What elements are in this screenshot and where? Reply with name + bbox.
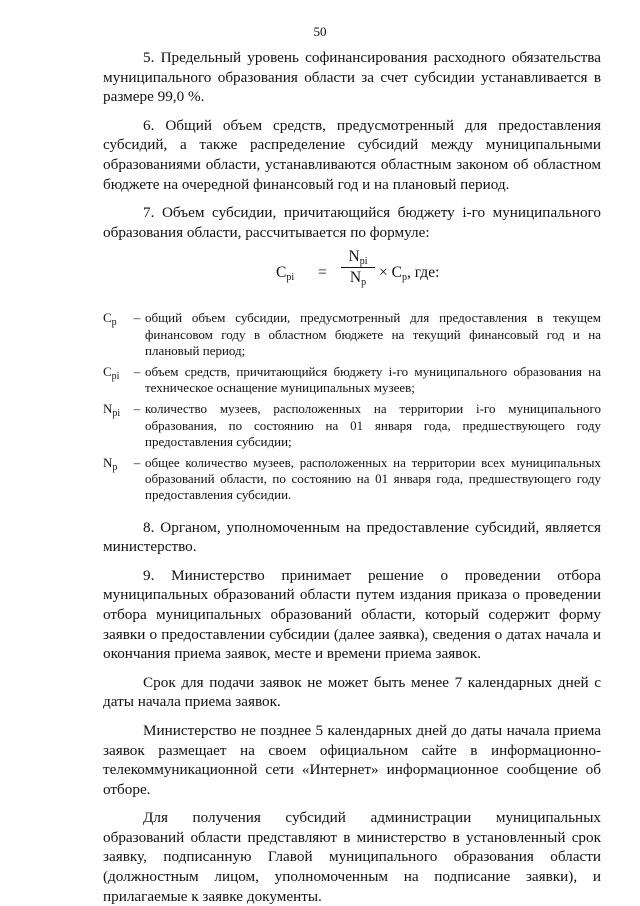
definition-symbol: $N_{pi}$ bbox=[103, 401, 121, 420]
paragraph-application: Для получения субсидий администрации муниципальных образований области представляют в министерство в установленный срок заявку, подписанную Главой муниципального образования области (должностным лицом, уполномоченным на подписание заявки), и прилагаемые к заявке документы. bbox=[103, 809, 601, 905]
definition-item: $C_{pi}$ – объем средств, причитающийся бюджету i-го муниципального образования на техническое оснащение муниципальных музеев; bbox=[103, 363, 601, 396]
paragraph-6: 6. Общий объем средств, предусмотренный для предоставления субсидий, а также распределение субсидий между муниципальными образованиями области, устанавливаются областным законом об областном бюджете на очередной финансовый год и на плановый период. bbox=[103, 116, 601, 193]
paragraph-5: 5. Предельный уровень софинансирования расходного обязательства муниципального образования области за счет субсидии устанавливается в размере 99,0 %. bbox=[103, 49, 601, 106]
definition-symbol: $C_p$ bbox=[103, 310, 117, 329]
definition-item: $N_p$ – общее количество музеев, расположенных на территории всех муниципальных образований области, по состоянию на 01 января года, предшествующего году предоставления субсидии. bbox=[103, 454, 601, 503]
formula-rhs: × $C_p$, где: bbox=[379, 264, 440, 284]
paragraph-deadline: Срок для подачи заявок не может быть менее 7 календарных дней с даты начала приема заявок. bbox=[103, 673, 601, 711]
formula-denominator: $N_p$ bbox=[349, 269, 367, 289]
formula-numerator: $N_{pi}$ bbox=[341, 248, 375, 268]
subsidy-formula bbox=[103, 246, 601, 304]
document-body bbox=[103, 48, 601, 906]
paragraph-announcement: Министерство не позднее 5 календарных дней до даты начала приема заявок размещает на своем официальном сайте в информационно-телекоммуникационной сети «Интернет» информационное сообщение об отборе. bbox=[103, 721, 601, 798]
definition-text: общий объем субсидии, предусмотренный для предоставления в текущем финансовом году в областном бюджете на текущий финансовый год и на плановый период; bbox=[145, 310, 601, 358]
definition-text: общее количество музеев, расположенных на территории всех муниципальных образований области, по состоянию на 01 января года, предшествующего году предоставления субсидии. bbox=[145, 454, 601, 503]
definition-item: $C_p$ – общий объем субсидии, предусмотренный для предоставления в текущем финансовом году в областном бюджете на текущий финансовый год и на плановый период; bbox=[103, 310, 601, 358]
paragraph-7: 7. Объем субсидии, причитающийся бюджету i-го муниципального образования области, рассчитывается по формуле: bbox=[103, 204, 601, 241]
definition-text: объем средств, причитающийся бюджету i-го муниципального образования на техническое оснащение муниципальных музеев; bbox=[145, 363, 601, 396]
definition-symbol: $C_{pi}$ bbox=[103, 363, 120, 382]
page-number: 50 bbox=[313, 24, 327, 39]
definition-item: $N_{pi}$ – количество музеев, расположенных на территории i-го муниципального образования, по состоянию на 01 января года, предшествующего году предоставления субсидии; bbox=[103, 401, 601, 449]
formula-fraction bbox=[341, 248, 375, 287]
formula-lhs: $C_{pi}$ bbox=[276, 264, 295, 284]
definition-text: количество музеев, расположенных на территории i-го муниципального образования, по состоянию на 01 января года, предшествующего году предоставления субсидии; bbox=[145, 401, 601, 449]
definition-symbol: $N_p$ bbox=[103, 454, 118, 473]
definitions-list bbox=[103, 310, 601, 503]
paragraph-8: 8. Органом, уполномоченным на предоставление субсидий, является министерство. bbox=[103, 518, 601, 556]
paragraph-9: 9. Министерство принимает решение о проведении отбора муниципальных образований области путем издания приказа о проведении отбора муниципальных образований области, который содержит форму заявки о предоставлении субсидии (далее заявка), сведения о датах начала и окончания приема заявок, месте и времени приема заявок. bbox=[103, 566, 601, 663]
formula-equals: = bbox=[318, 264, 327, 282]
